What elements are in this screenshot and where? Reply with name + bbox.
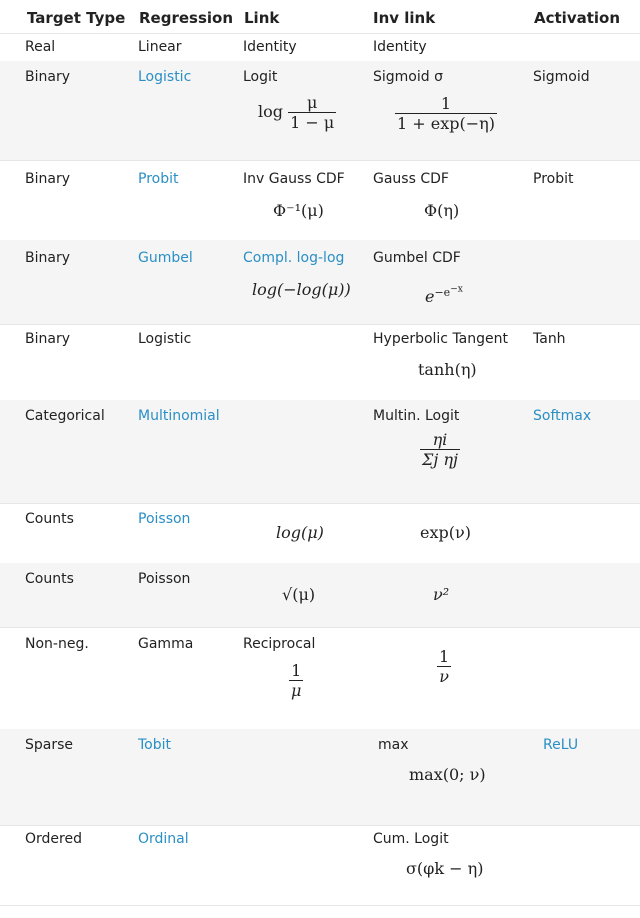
cell-regression-link[interactable]: Logistic: [138, 69, 192, 85]
math-base-e: e: [425, 286, 435, 306]
cell-regression-link[interactable]: Probit: [138, 171, 179, 187]
cell-inv-link: Identity: [373, 39, 427, 55]
math-numerator: 1: [439, 647, 450, 666]
cell-link: Logit: [243, 69, 278, 85]
cell-regression: Poisson: [138, 571, 191, 587]
cell-target: Counts: [25, 511, 74, 527]
link-formula: [289, 661, 303, 700]
inv-link-formula: Φ(η): [424, 201, 460, 220]
math-denominator: 1 + exp(−η): [397, 114, 495, 133]
inv-link-formula: σ(φk − η): [406, 859, 484, 878]
header-activation: Activation: [534, 9, 621, 27]
cell-link: Identity: [243, 39, 297, 55]
math-fraction: [288, 93, 336, 132]
cell-regression-link[interactable]: Tobit: [138, 737, 172, 753]
cell-inv-link: Gumbel CDF: [373, 250, 461, 266]
cell-target: Binary: [25, 171, 70, 187]
link-formula: log(μ): [276, 523, 324, 542]
header-row: [0, 0, 640, 34]
math-exponent: −e−x: [434, 284, 463, 299]
table-row: [0, 33, 640, 62]
cell-regression: Gamma: [138, 636, 194, 652]
math-numerator: 1: [289, 661, 303, 681]
table-row: [0, 729, 640, 826]
cell-regression-link[interactable]: Poisson: [138, 511, 191, 527]
cell-regression-link[interactable]: Ordinal: [138, 831, 189, 847]
cell-target: Non-neg.: [25, 636, 89, 652]
cell-regression-link[interactable]: Multinomial: [138, 408, 220, 424]
cell-inv-link: Hyperbolic Tangent: [373, 331, 508, 347]
table-row: [0, 61, 640, 161]
table-row: [0, 400, 640, 504]
cell-target: Counts: [25, 571, 74, 587]
header-inv-link: Inv link: [373, 9, 436, 27]
cell-activation: Probit: [533, 171, 574, 187]
inv-link-formula: exp(ν): [420, 523, 471, 542]
table-row: [0, 324, 640, 401]
header-regression: Regression: [139, 9, 234, 27]
cell-target: Binary: [25, 250, 70, 266]
cell-target: Real: [25, 39, 56, 55]
link-formula: [258, 93, 336, 132]
cell-inv-link: max: [378, 737, 409, 753]
table-row: [0, 240, 640, 325]
inv-link-formula: [395, 94, 497, 133]
math-log: log: [258, 102, 283, 121]
cell-target: Categorical: [25, 408, 105, 424]
math-denominator: 1 − μ: [290, 113, 335, 132]
cell-regression: Logistic: [138, 331, 192, 347]
math-denominator: Σj ηj: [422, 450, 458, 469]
table-row: [0, 825, 640, 906]
cell-activation: Sigmoid: [533, 69, 590, 85]
inv-link-formula: [425, 284, 463, 306]
math-fraction: [437, 647, 451, 686]
cell-link: Reciprocal: [243, 636, 316, 652]
math-numerator: μ: [288, 93, 336, 113]
table-row: [0, 563, 640, 628]
math-numerator: 1: [395, 94, 497, 114]
math-denominator: μ: [291, 681, 302, 700]
cell-inv-link: Multin. Logit: [373, 408, 460, 424]
cell-activation: Tanh: [533, 331, 566, 347]
math-fraction: [395, 94, 497, 133]
math-denominator: ν: [439, 667, 449, 686]
inv-link-formula: [420, 430, 460, 469]
cell-target: Binary: [25, 69, 70, 85]
cell-link-link[interactable]: Compl. log-log: [243, 250, 345, 266]
math-numerator: ηi: [420, 430, 460, 450]
cell-link: Inv Gauss CDF: [243, 171, 345, 187]
inv-link-formula: [437, 647, 451, 686]
cell-inv-link: Sigmoid σ: [373, 69, 443, 85]
table-row: [0, 627, 640, 730]
header-target-type: Target Type: [27, 9, 126, 27]
inv-link-formula: ν²: [433, 585, 450, 604]
cell-target: Binary: [25, 331, 70, 347]
inv-link-formula: tanh(η): [418, 360, 477, 379]
cell-activation-link[interactable]: ReLU: [543, 737, 579, 753]
math-fraction: [420, 430, 460, 469]
table-row: [0, 160, 640, 241]
cell-target: Ordered: [25, 831, 82, 847]
cell-regression: Linear: [138, 39, 182, 55]
link-formula: Φ⁻¹(μ): [273, 201, 324, 220]
link-formula: log(−log(μ)): [252, 280, 351, 299]
inv-link-formula: max(0; ν): [409, 765, 486, 784]
cell-inv-link: Cum. Logit: [373, 831, 449, 847]
cell-activation-link[interactable]: Softmax: [533, 408, 592, 424]
math-fraction: [289, 661, 303, 700]
cell-inv-link: Gauss CDF: [373, 171, 449, 187]
header-link: Link: [244, 9, 280, 27]
link-formula: √(μ): [282, 585, 316, 604]
cell-regression-link[interactable]: Gumbel: [138, 250, 193, 266]
cell-target: Sparse: [25, 737, 74, 753]
table-row: [0, 503, 640, 564]
